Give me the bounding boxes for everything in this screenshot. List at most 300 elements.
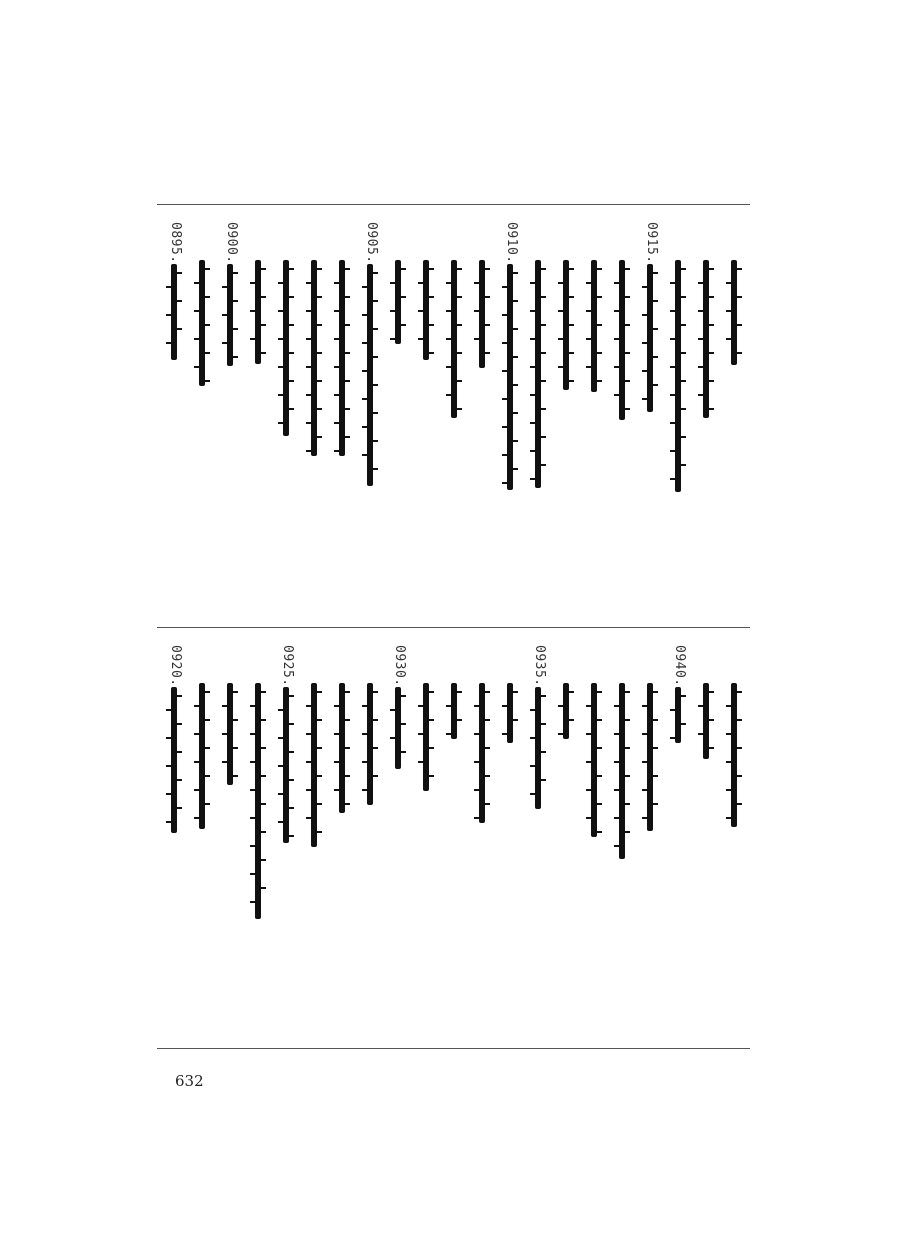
script-glyph (454, 268, 462, 270)
script-glyph (418, 338, 426, 340)
script-glyph (314, 803, 322, 805)
script-glyph (222, 761, 230, 763)
script-glyph (258, 775, 266, 777)
script-glyph (398, 296, 406, 298)
script-glyph (278, 737, 286, 739)
script-glyph (314, 324, 322, 326)
script-glyph (566, 268, 574, 270)
script-glyph (306, 733, 314, 735)
script-glyph (286, 296, 294, 298)
script-glyph (342, 296, 350, 298)
script-glyph (334, 310, 342, 312)
script-glyph (530, 366, 538, 368)
script-glyph (510, 300, 518, 302)
script-glyph (222, 286, 230, 288)
line-number: 0925. (280, 645, 295, 687)
script-glyph (474, 789, 482, 791)
script-glyph (502, 314, 510, 316)
script-glyph (622, 747, 630, 749)
script-glyph (698, 394, 706, 396)
script-glyph (642, 789, 650, 791)
script-glyph (390, 709, 398, 711)
script-glyph (650, 300, 658, 302)
script-glyph (166, 709, 174, 711)
script-glyph (566, 352, 574, 354)
script-glyph (446, 733, 454, 735)
script-glyph (230, 328, 238, 330)
script-glyph (390, 338, 398, 340)
script-glyph (706, 380, 714, 382)
script-glyph (314, 380, 322, 382)
script-glyph (454, 380, 462, 382)
script-glyph (510, 691, 518, 693)
script-glyph (258, 324, 266, 326)
script-glyph (734, 691, 742, 693)
script-glyph (678, 695, 686, 697)
script-glyph (670, 737, 678, 739)
script-glyph (510, 440, 518, 442)
script-glyph (426, 296, 434, 298)
script-glyph (706, 324, 714, 326)
script-glyph (734, 719, 742, 721)
script-glyph (642, 314, 650, 316)
script-glyph (670, 310, 678, 312)
script-glyph (194, 761, 202, 763)
script-glyph (278, 793, 286, 795)
script-glyph (502, 398, 510, 400)
script-glyph (706, 268, 714, 270)
script-glyph (370, 775, 378, 777)
script-glyph (482, 747, 490, 749)
script-line (395, 260, 401, 344)
script-glyph (734, 296, 742, 298)
script-glyph (650, 803, 658, 805)
script-line (619, 260, 625, 420)
script-glyph (706, 296, 714, 298)
script-glyph (502, 426, 510, 428)
script-glyph (454, 691, 462, 693)
line-number: 0915. (644, 222, 659, 264)
script-glyph (202, 775, 210, 777)
script-glyph (194, 310, 202, 312)
script-glyph (678, 352, 686, 354)
script-glyph (194, 282, 202, 284)
script-glyph (250, 901, 258, 903)
script-glyph (622, 324, 630, 326)
script-glyph (370, 691, 378, 693)
script-glyph (614, 789, 622, 791)
script-glyph (426, 775, 434, 777)
script-glyph (510, 384, 518, 386)
script-glyph (362, 398, 370, 400)
script-glyph (258, 268, 266, 270)
script-glyph (530, 422, 538, 424)
script-glyph (306, 705, 314, 707)
script-glyph (594, 296, 602, 298)
script-glyph (342, 324, 350, 326)
script-glyph (698, 282, 706, 284)
script-glyph (454, 408, 462, 410)
script-glyph (566, 324, 574, 326)
script-glyph (222, 314, 230, 316)
script-glyph (622, 831, 630, 833)
script-glyph (258, 803, 266, 805)
script-glyph (334, 733, 342, 735)
script-glyph (650, 356, 658, 358)
script-glyph (586, 733, 594, 735)
script-glyph (258, 296, 266, 298)
script-glyph (370, 384, 378, 386)
script-glyph (586, 817, 594, 819)
script-glyph (278, 282, 286, 284)
script-glyph (426, 719, 434, 721)
script-glyph (314, 296, 322, 298)
script-glyph (314, 747, 322, 749)
script-glyph (586, 761, 594, 763)
script-glyph (558, 366, 566, 368)
script-glyph (286, 723, 294, 725)
line-number: 0910. (504, 222, 519, 264)
script-glyph (166, 342, 174, 344)
script-glyph (194, 705, 202, 707)
script-glyph (482, 324, 490, 326)
script-glyph (482, 719, 490, 721)
script-glyph (202, 296, 210, 298)
script-glyph (670, 478, 678, 480)
script-glyph (726, 761, 734, 763)
script-glyph (594, 324, 602, 326)
script-glyph (594, 803, 602, 805)
script-glyph (166, 765, 174, 767)
script-glyph (642, 398, 650, 400)
script-glyph (398, 695, 406, 697)
script-glyph (734, 747, 742, 749)
script-glyph (370, 440, 378, 442)
script-glyph (678, 436, 686, 438)
script-glyph (698, 733, 706, 735)
script-glyph (650, 691, 658, 693)
script-glyph (278, 709, 286, 711)
script-glyph (426, 747, 434, 749)
script-glyph (278, 394, 286, 396)
script-glyph (174, 695, 182, 697)
script-glyph (370, 356, 378, 358)
script-glyph (342, 408, 350, 410)
script-glyph (258, 719, 266, 721)
script-glyph (530, 793, 538, 795)
script-glyph (698, 338, 706, 340)
script-line (367, 683, 373, 805)
script-glyph (594, 719, 602, 721)
script-glyph (642, 733, 650, 735)
script-glyph (258, 859, 266, 861)
script-glyph (174, 272, 182, 274)
script-glyph (454, 719, 462, 721)
script-glyph (678, 723, 686, 725)
script-line (311, 260, 317, 456)
script-glyph (670, 450, 678, 452)
script-glyph (726, 310, 734, 312)
line-number: 0930. (392, 645, 407, 687)
script-glyph (370, 747, 378, 749)
script-glyph (678, 408, 686, 410)
script-line (507, 264, 513, 490)
script-glyph (174, 328, 182, 330)
script-glyph (538, 723, 546, 725)
script-glyph (390, 737, 398, 739)
script-glyph (314, 436, 322, 438)
script-glyph (166, 793, 174, 795)
script-glyph (370, 468, 378, 470)
upper-text-block (157, 222, 750, 612)
script-glyph (530, 737, 538, 739)
script-glyph (530, 282, 538, 284)
script-glyph (250, 761, 258, 763)
script-glyph (594, 775, 602, 777)
script-glyph (222, 342, 230, 344)
script-glyph (474, 338, 482, 340)
script-glyph (650, 775, 658, 777)
script-glyph (530, 394, 538, 396)
script-glyph (258, 831, 266, 833)
script-glyph (586, 366, 594, 368)
script-glyph (650, 328, 658, 330)
script-glyph (314, 831, 322, 833)
script-glyph (362, 454, 370, 456)
script-glyph (622, 803, 630, 805)
script-glyph (202, 352, 210, 354)
script-glyph (342, 803, 350, 805)
line-number: 0900. (224, 222, 239, 264)
script-line (171, 264, 177, 360)
script-glyph (174, 751, 182, 753)
script-glyph (642, 817, 650, 819)
script-glyph (258, 352, 266, 354)
script-glyph (650, 272, 658, 274)
script-glyph (678, 464, 686, 466)
line-number: 0920. (168, 645, 183, 687)
script-glyph (558, 733, 566, 735)
script-glyph (174, 300, 182, 302)
script-glyph (286, 352, 294, 354)
script-glyph (418, 282, 426, 284)
script-glyph (474, 761, 482, 763)
script-glyph (474, 282, 482, 284)
script-glyph (230, 719, 238, 721)
script-glyph (594, 380, 602, 382)
script-line (675, 260, 681, 492)
script-glyph (258, 747, 266, 749)
script-glyph (510, 328, 518, 330)
script-glyph (670, 422, 678, 424)
script-glyph (622, 380, 630, 382)
script-glyph (538, 751, 546, 753)
script-glyph (286, 695, 294, 697)
script-glyph (614, 282, 622, 284)
script-glyph (510, 356, 518, 358)
script-glyph (390, 282, 398, 284)
script-glyph (734, 775, 742, 777)
script-glyph (502, 370, 510, 372)
script-glyph (502, 454, 510, 456)
script-glyph (622, 296, 630, 298)
script-glyph (250, 338, 258, 340)
script-glyph (622, 408, 630, 410)
script-glyph (286, 751, 294, 753)
script-glyph (446, 394, 454, 396)
script-glyph (306, 817, 314, 819)
script-glyph (454, 296, 462, 298)
script-glyph (418, 761, 426, 763)
script-glyph (286, 408, 294, 410)
script-glyph (446, 310, 454, 312)
script-glyph (362, 286, 370, 288)
script-glyph (726, 789, 734, 791)
line-number: 0895. (168, 222, 183, 264)
script-glyph (698, 366, 706, 368)
script-glyph (230, 775, 238, 777)
script-glyph (510, 272, 518, 274)
script-glyph (558, 310, 566, 312)
script-glyph (706, 719, 714, 721)
script-glyph (726, 817, 734, 819)
script-glyph (222, 705, 230, 707)
script-glyph (286, 807, 294, 809)
script-glyph (614, 394, 622, 396)
script-glyph (530, 709, 538, 711)
script-glyph (314, 719, 322, 721)
script-glyph (342, 747, 350, 749)
script-glyph (482, 775, 490, 777)
script-glyph (586, 705, 594, 707)
script-glyph (642, 370, 650, 372)
script-glyph (650, 747, 658, 749)
script-glyph (614, 338, 622, 340)
script-glyph (538, 464, 546, 466)
script-glyph (202, 324, 210, 326)
script-glyph (202, 803, 210, 805)
script-glyph (482, 803, 490, 805)
script-glyph (334, 761, 342, 763)
script-glyph (482, 352, 490, 354)
script-glyph (286, 779, 294, 781)
script-glyph (642, 342, 650, 344)
script-line (591, 260, 597, 392)
script-glyph (362, 314, 370, 316)
script-glyph (558, 282, 566, 284)
line-number: 0940. (672, 645, 687, 687)
script-glyph (362, 705, 370, 707)
script-glyph (398, 324, 406, 326)
script-glyph (306, 338, 314, 340)
script-glyph (670, 338, 678, 340)
script-glyph (538, 408, 546, 410)
script-glyph (530, 310, 538, 312)
script-line (339, 260, 345, 456)
script-glyph (370, 412, 378, 414)
line-number: 0935. (532, 645, 547, 687)
script-glyph (734, 803, 742, 805)
script-glyph (342, 268, 350, 270)
script-glyph (166, 821, 174, 823)
script-glyph (530, 338, 538, 340)
script-line (255, 260, 261, 364)
script-glyph (342, 719, 350, 721)
script-glyph (194, 789, 202, 791)
script-glyph (678, 268, 686, 270)
script-glyph (594, 747, 602, 749)
script-glyph (362, 789, 370, 791)
script-glyph (278, 310, 286, 312)
script-glyph (250, 733, 258, 735)
script-glyph (670, 394, 678, 396)
script-glyph (314, 408, 322, 410)
script-glyph (446, 282, 454, 284)
script-glyph (566, 380, 574, 382)
script-glyph (370, 272, 378, 274)
script-glyph (398, 268, 406, 270)
script-glyph (614, 761, 622, 763)
script-glyph (306, 366, 314, 368)
script-line (395, 687, 401, 769)
script-glyph (334, 422, 342, 424)
script-glyph (642, 761, 650, 763)
script-glyph (306, 422, 314, 424)
script-glyph (342, 775, 350, 777)
script-glyph (194, 338, 202, 340)
script-glyph (230, 356, 238, 358)
script-glyph (614, 845, 622, 847)
script-glyph (370, 300, 378, 302)
middle-rule (157, 627, 750, 628)
script-glyph (222, 733, 230, 735)
script-glyph (454, 352, 462, 354)
bottom-rule (157, 1048, 750, 1049)
script-glyph (558, 338, 566, 340)
script-glyph (502, 705, 510, 707)
script-glyph (698, 705, 706, 707)
script-glyph (166, 314, 174, 316)
script-glyph (502, 342, 510, 344)
script-line (311, 683, 317, 847)
script-glyph (362, 342, 370, 344)
script-glyph (426, 352, 434, 354)
script-glyph (286, 324, 294, 326)
script-glyph (342, 436, 350, 438)
script-glyph (502, 733, 510, 735)
script-glyph (538, 324, 546, 326)
script-glyph (426, 324, 434, 326)
script-glyph (482, 691, 490, 693)
script-glyph (174, 807, 182, 809)
script-glyph (558, 705, 566, 707)
script-glyph (734, 324, 742, 326)
script-glyph (482, 268, 490, 270)
script-glyph (614, 705, 622, 707)
script-glyph (230, 300, 238, 302)
script-glyph (510, 468, 518, 470)
script-glyph (286, 380, 294, 382)
script-glyph (502, 482, 510, 484)
script-glyph (334, 366, 342, 368)
script-glyph (538, 695, 546, 697)
script-glyph (202, 691, 210, 693)
script-glyph (566, 719, 574, 721)
script-glyph (586, 338, 594, 340)
script-glyph (650, 719, 658, 721)
script-glyph (426, 691, 434, 693)
script-glyph (446, 338, 454, 340)
